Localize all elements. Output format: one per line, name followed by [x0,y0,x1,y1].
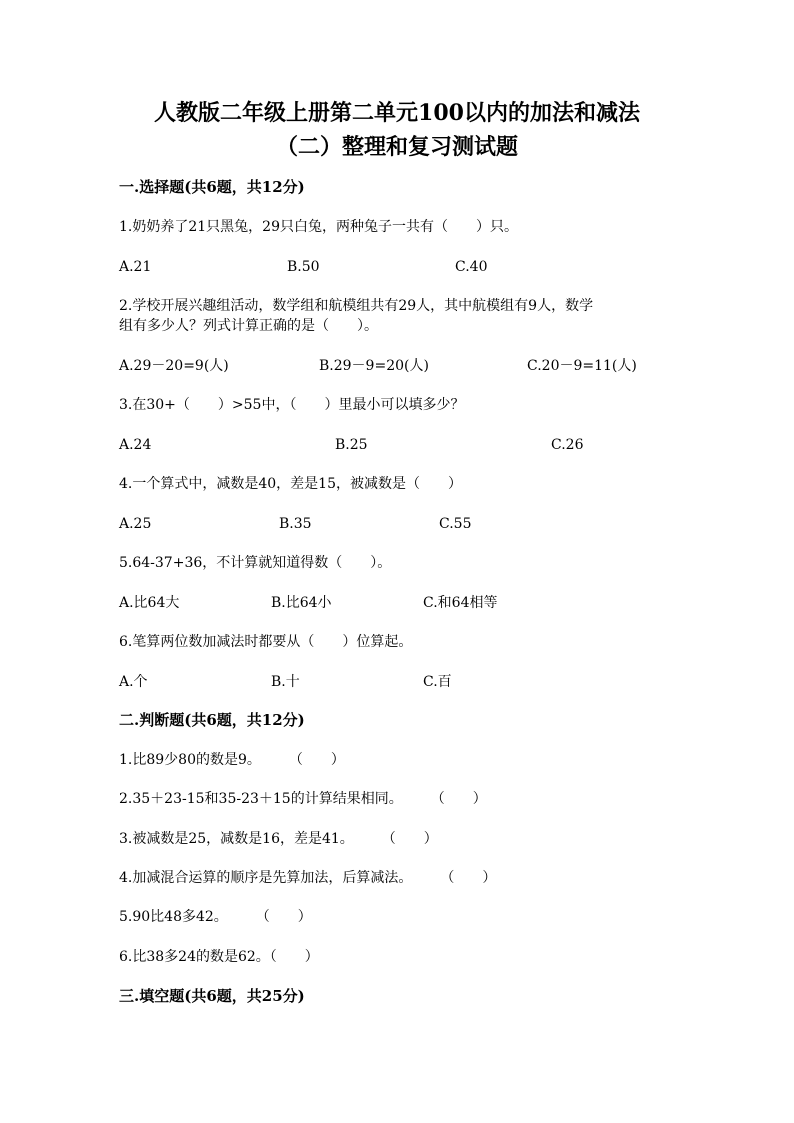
choice-question-2-line1: 2.学校开展兴趣组活动，数学组和航模组共有29人，其中航模组有9人，数学 [119,298,594,314]
judge-question-5: 5.90比48多42。 （ ） [119,909,312,925]
choice-1-option-b: B.50 [287,259,320,275]
choice-2-option-a: A.29－20=9(人) [119,358,229,374]
judge-question-2: 2.35＋23-15和35-23＋15的计算结果相同。 （ ） [119,791,487,807]
choice-3-option-c: C.26 [551,437,584,453]
choice-6-option-c: C.百 [423,674,452,690]
choice-5-option-b: B.比64小 [271,595,332,611]
choice-1-option-c: C.40 [455,259,488,275]
section-heading-judge: 二.判断题(共6题，共12分) [119,711,305,729]
choice-2-option-b: B.29－9=20(人) [319,358,429,374]
choice-4-option-a: A.25 [119,516,152,532]
page-title-line1: 人教版二年级上册第二单元100以内的加法和减法 [154,100,640,126]
judge-question-1: 1.比89少80的数是9。 （ ） [119,752,345,768]
judge-question-6: 6.比38多24的数是62。（ ） [119,949,319,965]
choice-2-option-c: C.20－9=11(人) [527,358,637,374]
page-title-line2: （二）整理和复习测试题 [275,134,518,160]
choice-question-5: 5.64-37+36，不计算就知道得数（ ）。 [119,555,392,571]
choice-question-1: 1.奶奶养了21只黑兔，29只白兔，两种兔子一共有（ ）只。 [119,219,518,235]
choice-question-4: 4.一个算式中，减数是40，差是15，被减数是（ ） [119,476,462,492]
section-heading-choice: 一.选择题(共6题，共12分) [119,178,305,196]
choice-3-option-a: A.24 [119,437,152,453]
choice-6-option-b: B.十 [271,674,300,690]
section-heading-fill: 三.填空题(共6题，共25分) [119,987,305,1005]
choice-6-option-a: A.个 [119,674,148,690]
choice-1-option-a: A.21 [119,259,152,275]
choice-question-6: 6.笔算两位数加减法时都要从（ ）位算起。 [119,634,413,650]
choice-5-option-a: A.比64大 [119,595,180,611]
choice-3-option-b: B.25 [335,437,368,453]
judge-question-3: 3.被减数是25，减数是16，差是41。 （ ） [119,831,438,847]
choice-question-3: 3.在30+（ ）>55中，（ ）里最小可以填多少？ [119,397,465,413]
choice-4-option-b: B.35 [279,516,312,532]
choice-question-2-line2: 组有多少人？列式计算正确的是（ ）。 [119,318,378,334]
choice-4-option-c: C.55 [439,516,472,532]
choice-5-option-c: C.和64相等 [423,595,498,611]
judge-question-4: 4.加减混合运算的顺序是先算加法，后算减法。 （ ） [119,870,497,886]
